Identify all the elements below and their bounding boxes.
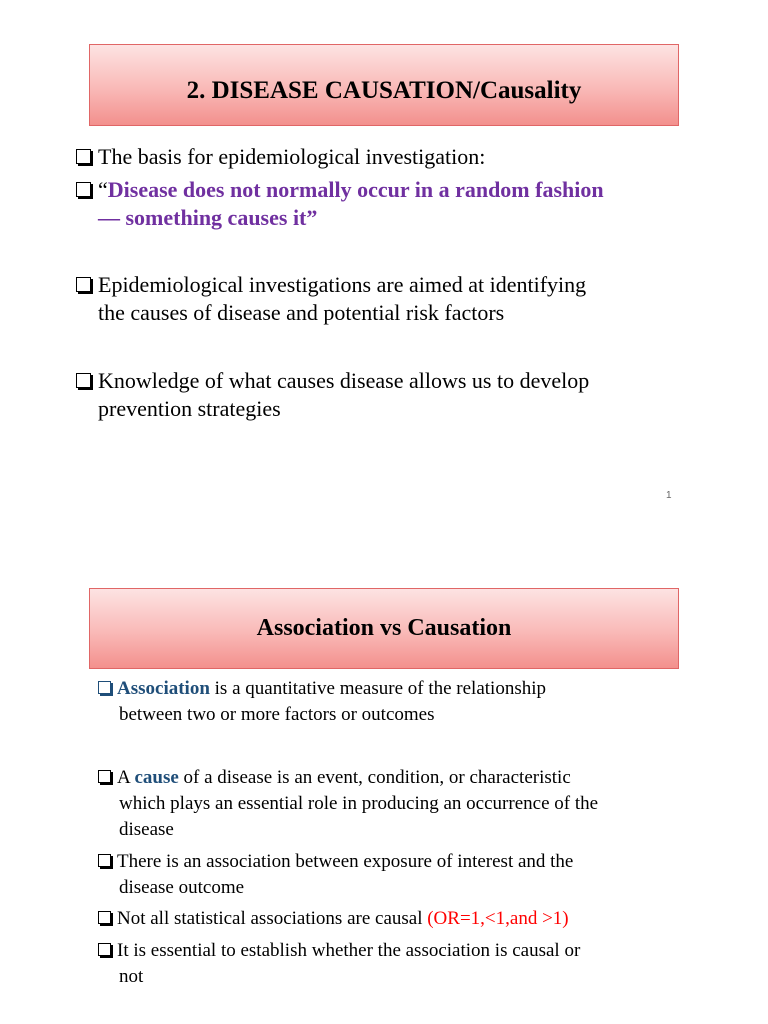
checkbox-bullet-icon <box>76 277 91 292</box>
slide1-title <box>89 44 679 126</box>
checkbox-bullet-icon <box>76 182 91 197</box>
slide2-bullet-exposure: There is an association between exposure of interest and the disease outcome <box>98 849 698 901</box>
slide1-title-text: 2. DISEASE CAUSATION/Causality <box>186 77 582 104</box>
checkbox-bullet-icon <box>98 911 111 924</box>
slide2-bullet-cause: A cause of a disease is an event, condition, or characteristic which plays an essential role in producing an occurrence of the disease <box>98 765 698 843</box>
slide1-bullet-1: The basis for epidemiological investigation: <box>76 143 696 171</box>
checkbox-bullet-icon <box>76 149 91 164</box>
slide2-bullet-not-causal: Not all statistical associations are causal (OR=1,<1,and >1) <box>98 906 698 932</box>
slide2-title <box>89 588 679 669</box>
slide2-bullet-establish: It is essential to establish whether the association is causal or not <box>98 938 698 990</box>
checkbox-bullet-icon <box>98 854 111 867</box>
slide1-bullet-2: “Disease does not normally occur in a random fashion — something causes it” <box>76 176 696 232</box>
checkbox-bullet-icon <box>98 681 111 694</box>
slide1-bullet-4: Knowledge of what causes disease allows us to develop prevention strategies <box>76 367 696 423</box>
checkbox-bullet-icon <box>98 943 111 956</box>
slide2-title-text: Association vs Causation <box>256 615 512 641</box>
slide1-bullet-3: Epidemiological investigations are aimed at identifying the causes of disease and potential risk factors <box>76 271 696 327</box>
checkbox-bullet-icon <box>98 770 111 783</box>
slide2-bullet-association: Association is a quantitative measure of the relationship between two or more factors or outcomes <box>98 676 698 728</box>
checkbox-bullet-icon <box>76 373 91 388</box>
page-number: 1 <box>666 490 672 501</box>
